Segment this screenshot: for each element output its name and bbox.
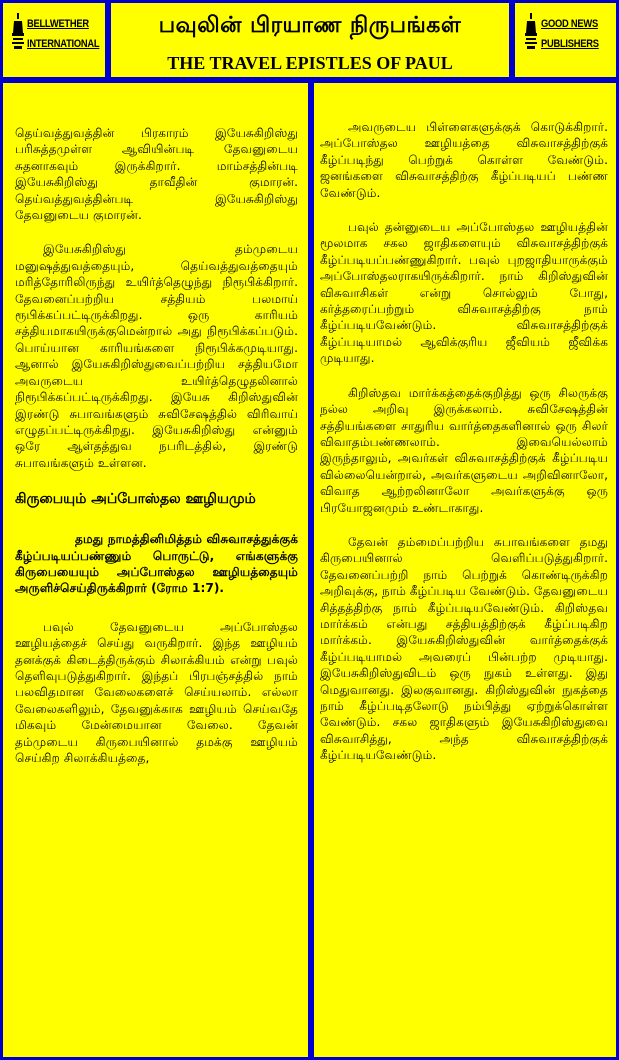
good-news-logo-text (541, 18, 599, 50)
title-english: THE TRAVEL EPISTLES OF PAUL (167, 53, 453, 73)
left-paragraph-1: தெய்வத்துவத்தின் பிரகாரம் இயேசுகிறிஸ்து பரிசுத்தமுள்ள ஆவியின்படி தேவனுடைய சுதனாகவும் இருக்கிறார். மாம்சத்தின்படி இயேசுகிறிஸ்து தாவீதின் குமாரன். தெய்வத்துவத்தின்படி இயேசுகிறிஸ்து தேவனுடைய குமாரன். (15, 126, 298, 223)
bellwether-line-2: INTERNATIONAL (27, 38, 100, 50)
good-news-logo-icon (523, 11, 539, 51)
good-news-line-2: PUBLISHERS (541, 38, 599, 50)
good-news-line-1: GOOD NEWS (541, 18, 598, 30)
bellwether-line-1: BELLWETHER (27, 18, 89, 30)
right-paragraph-3: கிறிஸ்தவ மார்க்கத்தைக்குறித்து ஒரு சிலருக்கு நல்ல அறிவு இருக்கலாம். சுவிசேஷத்தின் சத்தியங்களை சாதுரிய வார்த்தைகளினால் ஒரு சிலர் விவாதம்பண்ணலாம். இவையெல்லாம் இருந்தாலும், அவர்கள் விசுவாசத்திற்குக் கீழ்ப்படிய வில்லையென்றால், அவர்களுடைய அறிவினாலோ, விவாத ஆற்றலினாலோ அவர்களுக்கு ஒரு பிரயோஜனமும் உண்டாகாது. (320, 385, 608, 515)
bellwether-logo-icon (11, 11, 25, 51)
left-logo-box (0, 0, 108, 80)
bellwether-logo-text (27, 18, 99, 50)
section-heading: கிருபையும் அப்போஸ்தல ஊழியமும் (15, 491, 256, 508)
title-tamil: பவுலின் பிரயாண நிருபங்கள் (158, 13, 462, 38)
right-paragraph-1: அவருடைய பிள்ளைகளுக்குக் கொடுக்கிறார். அப்போஸ்தல ஊழியத்தை விசுவாசத்திற்குக் கீழ்ப்படிந்து பெற்றுக் கொள்ள வேண்டும். ஜனங்களை விசுவாசத்திற்கு கீழ்ப்படியப் பண்ண வேண்டும். (320, 120, 608, 200)
left-column-text (15, 125, 298, 784)
verse-quote: தமது நாமத்தினிமித்தம் விசுவாசத்துக்குக் கீழ்ப்படியப்பண்ணும் பொருட்டு, எங்களுக்கு கிருபையையும் அப்போஸ்தல ஊழியத்தையும் அருளிச்செய்திருக்கிறார் (ரோம 1:7). (15, 532, 298, 596)
right-paragraph-2: பவுல் தன்னுடைய அப்போஸ்தல ஊழியத்தின் மூலமாக சகல ஜாதிகளையும் விசுவாசத்திற்குக் கீழ்ப்படியப்பண்ணுகிறார். பவுல் புறஜாதியாருக்கும் அப்போஸ்தலராகயிருக்கிறார். நாம் கிறிஸ்துவின் விசுவாசிகள் என்று சொல்லும் போது, கர்த்தரைப்பற்றும் விசுவாசத்திற்கு நாம் கீழ்ப்படியவேண்டும். விசுவாசத்திற்குக் கீழ்ப்படியாமல் ஆவிக்குரிய ஜீவியம் ஜீவிக்க முடியாது. (320, 220, 608, 366)
left-column (0, 80, 311, 1060)
left-paragraph-2: இயேசுகிறிஸ்து தம்முடைய மனுஷத்துவத்தையும், தெய்வத்துவத்தையும் மரித்தோரிலிருந்து உயிர்த்தெழுந்து நிரூபிக்கிறார். தேவனைப்பற்றிய சத்தியம் பலமாய் ரூபிக்கப்பட்டிருக்கிறது. ஒரு காரியம் சத்தியமாகயிருக்குமென்றால் அது நிரூபிக்கப்படும். பொய்யான காரியங்களை நிரூபிக்கமுடியாது. ஆனால் இயேசுகிறிஸ்துவைப்பற்றிய சத்தியமோ அவருடைய உயிர்த்தெழுதலினால் நிரூபிக்கப்பட்டிருக்கிறது. இயேசு கிறிஸ்துவின் இரண்டு சுபாவங்களும் சுவிசேஷத்தில் விரிவாய் எழுதப்பட்டிருக்கிறது. இயேசுகிறிஸ்து என்னும் ஒரே ஆள்தத்துவ நபரிடத்தில், இரண்டு சுபாவங்களும் உள்ளன. (15, 242, 298, 470)
good-news-logo (523, 11, 609, 51)
right-paragraph-4: தேவன் தம்மைப்பற்றிய சுபாவங்களை தமது கிருபையினால் வெளிப்படுத்துகிறார். தேவனைப்பற்றி நாம் பெற்றுக் கொண்டிருக்கிற அறிவுக்கு, நாம் கீழ்ப்படிய வேண்டும். தேவனுடைய சித்தத்திற்கு நாம் கீழ்ப்படியவேண்டும். கிறிஸ்தவ மார்க்கம் என்பது சத்தியத்திற்குக் கீழ்ப்படிகிற மார்க்கம். இயேசுகிறிஸ்துவின் வார்த்தைக்குக் கீழ்ப்படியாமல் அவரைப் பின்பற்ற முடியாது. இயேசுகிறிஸ்துவிடம் ஒரு நுகம் உள்ளது. இது மெதுவானது. இலகுவானது. கிறிஸ்துவின் நுகத்தை நாம் கீழ்ப்படிதலோடு நம்பித்து ஏற்றுக்கொள்ள வேண்டும். சகல ஜாதிகளும் இயேசுகிறிஸ்துவை விசுவாசித்து, அந்த விசுவாசத்திற்குக் கீழ்ப்படியவேண்டும். (320, 534, 608, 763)
title-box (108, 0, 512, 80)
right-column-text (320, 119, 608, 782)
left-paragraph-3: பவுல் தேவனுடைய அப்போஸ்தல ஊழியத்தைச் செய்து வருகிறார். இந்த ஊழியம் தனக்குக் கிடைத்திருக்கும் சிலாக்கியம் என்று பவுல் தெளிவுபடுத்துகிறார். இந்தப் பிரபஞ்சத்தில் நாம் பலவிதமான வேலைகளைச் செய்யலாம். எல்லா வேலைகளிலும், தேவனுக்காக ஊழியம் செய்வதே மிகவும் மேன்மையான வேலை. தேவன் தம்முடைய கிருபையினால் தமக்கு ஊழியம் செய்கிற சிலாக்கியத்தை, (15, 619, 298, 765)
bellwether-logo (11, 11, 112, 51)
right-logo-box (512, 0, 619, 80)
right-column (311, 80, 619, 1060)
